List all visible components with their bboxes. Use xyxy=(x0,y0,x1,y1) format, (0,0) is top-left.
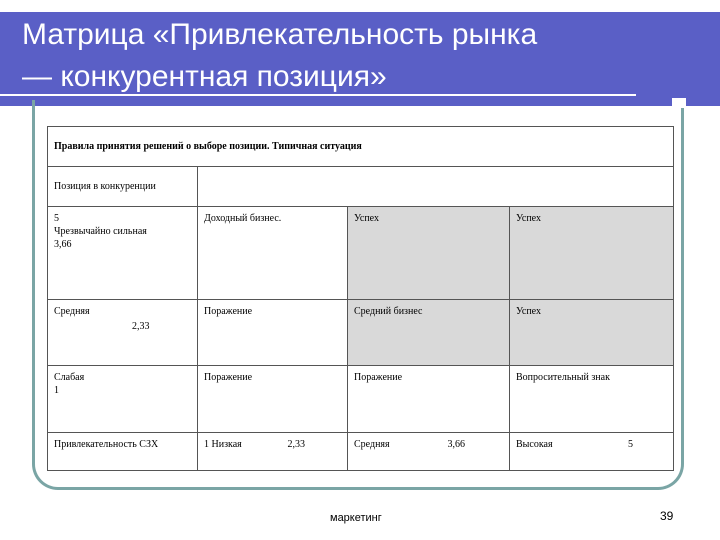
axis-cell-value: 2,33 xyxy=(287,439,305,450)
decision-matrix-table xyxy=(47,126,674,471)
row-label-weak xyxy=(48,366,198,433)
table-cell: Поражение xyxy=(198,300,348,366)
page-number: 39 xyxy=(660,509,674,523)
table-cell: Успех xyxy=(510,300,674,366)
table-subheader: Позиция в конкуренции xyxy=(48,167,198,207)
footer-label: маркетинг xyxy=(330,512,382,524)
row-label-strong xyxy=(48,207,198,300)
axis-cell-text: Высокая xyxy=(516,439,553,450)
row-label-medium xyxy=(48,300,198,366)
table-header: Правила принятия решений о выборе позиции. Типичная ситуация xyxy=(48,127,674,167)
title-band xyxy=(0,0,720,106)
frame-corner xyxy=(672,98,686,108)
table-row xyxy=(48,207,674,300)
row-label-line: 1 xyxy=(54,385,59,396)
slide-title-line-2: — конкурентная позиция» xyxy=(22,60,387,93)
table-row xyxy=(48,300,674,366)
axis-cell-value: 3,66 xyxy=(447,439,465,450)
axis-row xyxy=(48,433,674,471)
table-cell: Успех xyxy=(348,207,510,300)
slide-title-line-1: Матрица «Привлекательность рынка xyxy=(22,18,538,51)
row-label-line: Чрезвычайно сильная xyxy=(54,226,147,237)
table-cell: Поражение xyxy=(348,366,510,433)
axis-cell-high xyxy=(510,433,674,471)
axis-cell-value: 5 xyxy=(628,439,634,450)
table-cell: Успех xyxy=(510,207,674,300)
table-cell: Вопросительный знак xyxy=(510,366,674,433)
table-subheader-row xyxy=(48,167,674,207)
table-subheader-empty xyxy=(198,167,674,207)
axis-label: Привлекательность СЗХ xyxy=(48,433,198,471)
table-cell: Поражение xyxy=(198,366,348,433)
axis-cell-text: 1 Низкая xyxy=(204,439,242,450)
axis-cell-low xyxy=(198,433,348,471)
table-cell: Средний бизнес xyxy=(348,300,510,366)
table-header-row xyxy=(48,127,674,167)
row-label-line: 3,66 xyxy=(54,239,72,250)
table-row xyxy=(48,366,674,433)
row-label-line: Слабая xyxy=(54,372,85,383)
table-cell: Доходный бизнес. xyxy=(198,207,348,300)
axis-cell-medium xyxy=(348,433,510,471)
axis-cell-text: Средняя xyxy=(354,439,390,450)
row-label-line: 5 xyxy=(54,213,59,224)
slide-title xyxy=(22,14,642,98)
row-label-line: Средняя xyxy=(54,306,90,317)
row-label-value: 2,33 xyxy=(132,321,150,332)
